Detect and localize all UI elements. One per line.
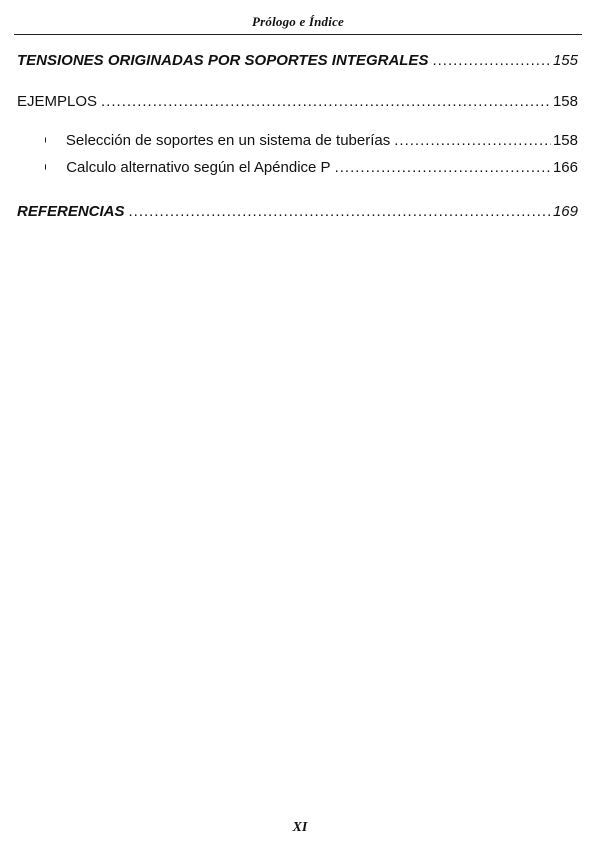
dot-leader bbox=[335, 159, 551, 177]
toc-entry-referencias bbox=[17, 203, 578, 221]
bullet-icon bbox=[45, 137, 46, 143]
toc-entry-title: REFERENCIAS bbox=[17, 203, 125, 220]
page-number: XI bbox=[292, 820, 308, 835]
toc-entry-seleccion bbox=[45, 132, 578, 150]
toc-entry-page: 169 bbox=[552, 203, 578, 220]
running-header: Prólogo e Índice bbox=[14, 14, 582, 35]
toc-entry-ejemplos bbox=[17, 93, 578, 111]
toc-entry-title: Calculo alternativo según el Apéndice P bbox=[66, 159, 331, 176]
toc-entry-calculo bbox=[45, 159, 578, 177]
toc-entry-title: TENSIONES ORIGINADAS POR SOPORTES INTEGRALES bbox=[17, 52, 429, 69]
dot-leader bbox=[432, 52, 551, 70]
toc-entry-page: 158 bbox=[552, 93, 578, 110]
toc-entry-page: 158 bbox=[552, 132, 578, 149]
dot-leader bbox=[394, 132, 551, 150]
dot-leader bbox=[101, 93, 551, 111]
toc-entry-page: 155 bbox=[552, 52, 578, 69]
toc-entry-page: 166 bbox=[552, 159, 578, 176]
bullet-icon bbox=[45, 164, 46, 170]
toc-entry-tensiones bbox=[17, 52, 578, 70]
dot-leader bbox=[129, 203, 551, 221]
toc-entry-title: Selección de soportes en un sistema de tuberías bbox=[65, 132, 391, 149]
toc-entry-title: EJEMPLOS bbox=[17, 93, 98, 110]
